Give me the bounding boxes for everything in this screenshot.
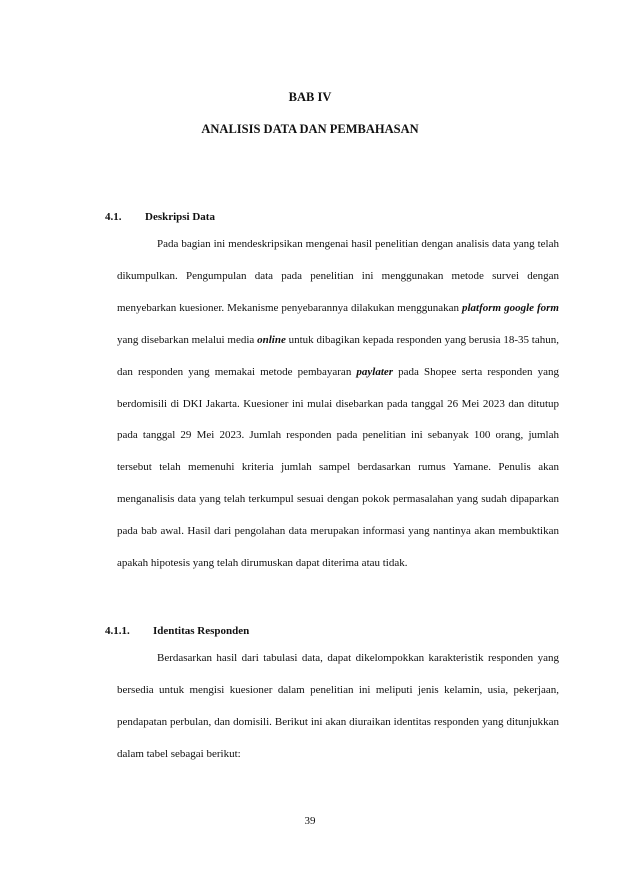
- section-heading-identitas-responden: [105, 625, 249, 637]
- section-heading-deskripsi-data: [105, 211, 215, 223]
- section-number: 4.1.: [105, 211, 122, 223]
- paragraph-text: pada Shopee serta responden yang berdomisili di DKI Jakarta. Kuesioner ini mulai disebarkan pada tanggal 26 Mei 2023 dan ditutup pada tanggal 29 Mei 2023. Jumlah responden pada penelitian ini sebanyak 100 orang, jumlah tersebut telah memenuhi kriteria jumlah sampel berdasarkan rumus Yamane. Penulis akan menganalisis data yang telah terkumpul sesuai dengan pokok permasalahan yang sudah dipaparkan pada bab awal. Hasil dari pengolahan data merupakan informasi yang nantinya akan membuktikan apakah hipotesis yang telah dirumuskan dapat diterima atau tidak.: [117, 365, 559, 570]
- emphasis-platform-google-form: platform google form: [461, 301, 559, 314]
- section-title: Deskripsi Data: [145, 211, 215, 223]
- page-number: 39: [304, 815, 316, 827]
- paragraph-text: untuk dibagikan kepada responden yang berusia 18-35 tahun, dan responden yang memakai metode pembayaran: [117, 333, 559, 378]
- paragraph-deskripsi-data: [117, 229, 559, 580]
- subsection-title: Identitas Responden: [153, 625, 250, 637]
- emphasis-paylater: paylater: [356, 365, 394, 378]
- chapter-label: BAB IV: [288, 90, 332, 104]
- paragraph-identitas-responden: Berdasarkan hasil dari tabulasi data, dapat dikelompokkan karakteristik responden yang bersedia untuk mengisi kuesioner dalam penelitian ini meliputi jenis kelamin, usia, pekerjaan, pendapatan perbulan, dan domisili. Berikut ini akan diuraikan identitas responden yang ditunjukkan dalam tabel sebagai berikut:: [117, 652, 559, 760]
- emphasis-online: online: [257, 333, 286, 346]
- subsection-number: 4.1.1.: [105, 625, 130, 637]
- paragraph-text: yang disebarkan melalui media: [117, 333, 258, 346]
- paragraph-text: Pada bagian ini mendeskripsikan mengenai hasil penelitian dengan analisis data yang telah dikumpulkan. Pengumpulan data pada penelitian ini menggunakan metode survei dengan menyebarkan kuesioner. Mekanisme penyebarannya dilakukan menggunakan: [117, 238, 559, 314]
- chapter-title: ANALISIS DATA DAN PEMBAHASAN: [201, 122, 419, 136]
